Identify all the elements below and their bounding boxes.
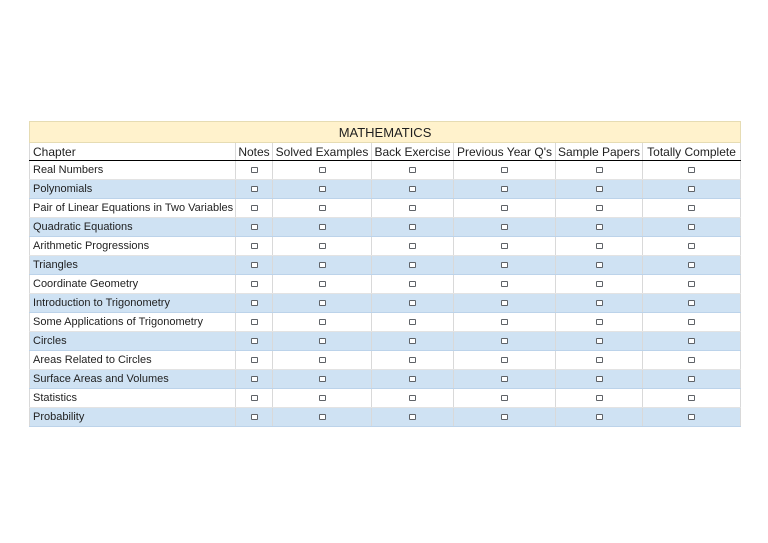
checkbox-back-exercise[interactable] — [409, 262, 416, 268]
cell-solved-examples[interactable] — [273, 237, 372, 256]
checkbox-notes[interactable] — [251, 414, 258, 420]
checkbox-previous-year-qs[interactable] — [501, 167, 508, 173]
checkbox-notes[interactable] — [251, 262, 258, 268]
checkbox-sample-papers[interactable] — [596, 262, 603, 268]
cell-notes[interactable] — [236, 199, 273, 218]
cell-solved-examples[interactable] — [273, 180, 372, 199]
checkbox-sample-papers[interactable] — [596, 357, 603, 363]
cell-back-exercise[interactable] — [372, 313, 454, 332]
checkbox-totally-complete[interactable] — [688, 319, 695, 325]
header-back-exercise[interactable]: Back Exercise — [372, 143, 454, 161]
cell-notes[interactable] — [236, 237, 273, 256]
cell-previous-year-qs[interactable] — [454, 199, 556, 218]
chapter-cell[interactable]: Polynomials — [30, 180, 236, 199]
checkbox-previous-year-qs[interactable] — [501, 357, 508, 363]
checkbox-totally-complete[interactable] — [688, 357, 695, 363]
chapter-cell[interactable]: Surface Areas and Volumes — [30, 370, 236, 389]
chapter-cell[interactable]: Circles — [30, 332, 236, 351]
checkbox-totally-complete[interactable] — [688, 395, 695, 401]
cell-sample-papers[interactable] — [556, 218, 643, 237]
cell-totally-complete[interactable] — [643, 408, 741, 427]
cell-totally-complete[interactable] — [643, 294, 741, 313]
checkbox-notes[interactable] — [251, 376, 258, 382]
header-totally-complete[interactable]: Totally Complete — [643, 143, 741, 161]
checkbox-previous-year-qs[interactable] — [501, 319, 508, 325]
cell-solved-examples[interactable] — [273, 275, 372, 294]
checkbox-sample-papers[interactable] — [596, 281, 603, 287]
cell-sample-papers[interactable] — [556, 237, 643, 256]
cell-sample-papers[interactable] — [556, 275, 643, 294]
checkbox-back-exercise[interactable] — [409, 167, 416, 173]
cell-totally-complete[interactable] — [643, 237, 741, 256]
cell-previous-year-qs[interactable] — [454, 294, 556, 313]
table-row — [30, 180, 741, 199]
cell-totally-complete[interactable] — [643, 180, 741, 199]
checkbox-solved-examples[interactable] — [319, 338, 326, 344]
checkbox-solved-examples[interactable] — [319, 281, 326, 287]
cell-back-exercise[interactable] — [372, 408, 454, 427]
cell-sample-papers[interactable] — [556, 389, 643, 408]
checkbox-notes[interactable] — [251, 395, 258, 401]
checkbox-solved-examples[interactable] — [319, 167, 326, 173]
checkbox-notes[interactable] — [251, 338, 258, 344]
checkbox-totally-complete[interactable] — [688, 414, 695, 420]
table-row — [30, 370, 741, 389]
chapter-cell[interactable]: Arithmetic Progressions — [30, 237, 236, 256]
chapter-cell[interactable]: Some Applications of Trigonometry — [30, 313, 236, 332]
cell-back-exercise[interactable] — [372, 275, 454, 294]
checkbox-totally-complete[interactable] — [688, 167, 695, 173]
checkbox-back-exercise[interactable] — [409, 338, 416, 344]
cell-notes[interactable] — [236, 180, 273, 199]
chapter-cell[interactable]: Probability — [30, 408, 236, 427]
checkbox-sample-papers[interactable] — [596, 319, 603, 325]
table-row — [30, 237, 741, 256]
cell-solved-examples[interactable] — [273, 313, 372, 332]
table-title[interactable]: MATHEMATICS — [30, 122, 741, 143]
checkbox-back-exercise[interactable] — [409, 414, 416, 420]
checkbox-previous-year-qs[interactable] — [501, 376, 508, 382]
cell-totally-complete[interactable] — [643, 218, 741, 237]
cell-previous-year-qs[interactable] — [454, 332, 556, 351]
cell-totally-complete[interactable] — [643, 275, 741, 294]
checkbox-previous-year-qs[interactable] — [501, 414, 508, 420]
cell-notes[interactable] — [236, 218, 273, 237]
checkbox-notes[interactable] — [251, 243, 258, 249]
checkbox-sample-papers[interactable] — [596, 300, 603, 306]
checkbox-notes[interactable] — [251, 224, 258, 230]
cell-sample-papers[interactable] — [556, 408, 643, 427]
table-row — [30, 332, 741, 351]
cell-totally-complete[interactable] — [643, 389, 741, 408]
cell-solved-examples[interactable] — [273, 370, 372, 389]
checkbox-back-exercise[interactable] — [409, 224, 416, 230]
checkbox-solved-examples[interactable] — [319, 243, 326, 249]
cell-totally-complete[interactable] — [643, 161, 741, 180]
cell-back-exercise[interactable] — [372, 237, 454, 256]
cell-totally-complete[interactable] — [643, 313, 741, 332]
cell-sample-papers[interactable] — [556, 199, 643, 218]
checkbox-back-exercise[interactable] — [409, 243, 416, 249]
checkbox-solved-examples[interactable] — [319, 300, 326, 306]
cell-totally-complete[interactable] — [643, 332, 741, 351]
cell-previous-year-qs[interactable] — [454, 351, 556, 370]
cell-previous-year-qs[interactable] — [454, 161, 556, 180]
cell-back-exercise[interactable] — [372, 218, 454, 237]
checkbox-notes[interactable] — [251, 205, 258, 211]
checkbox-previous-year-qs[interactable] — [501, 205, 508, 211]
cell-previous-year-qs[interactable] — [454, 256, 556, 275]
cell-back-exercise[interactable] — [372, 351, 454, 370]
checkbox-previous-year-qs[interactable] — [501, 281, 508, 287]
checkbox-previous-year-qs[interactable] — [501, 262, 508, 268]
chapter-cell[interactable]: Coordinate Geometry — [30, 275, 236, 294]
cell-previous-year-qs[interactable] — [454, 408, 556, 427]
mathematics-checklist-table — [29, 121, 741, 427]
cell-notes[interactable] — [236, 389, 273, 408]
cell-notes[interactable] — [236, 313, 273, 332]
cell-notes[interactable] — [236, 351, 273, 370]
header-chapter[interactable]: Chapter — [30, 143, 236, 161]
chapter-cell[interactable]: Introduction to Trigonometry — [30, 294, 236, 313]
chapter-cell[interactable]: Pair of Linear Equations in Two Variables — [30, 199, 236, 218]
cell-notes[interactable] — [236, 256, 273, 275]
header-notes[interactable]: Notes — [236, 143, 273, 161]
checkbox-back-exercise[interactable] — [409, 300, 416, 306]
checkbox-totally-complete[interactable] — [688, 338, 695, 344]
cell-back-exercise[interactable] — [372, 332, 454, 351]
cell-solved-examples[interactable] — [273, 294, 372, 313]
checkbox-totally-complete[interactable] — [688, 205, 695, 211]
cell-sample-papers[interactable] — [556, 351, 643, 370]
checkbox-notes[interactable] — [251, 300, 258, 306]
cell-solved-examples[interactable] — [273, 332, 372, 351]
checkbox-totally-complete[interactable] — [688, 300, 695, 306]
cell-notes[interactable] — [236, 332, 273, 351]
checkbox-solved-examples[interactable] — [319, 319, 326, 325]
checkbox-solved-examples[interactable] — [319, 224, 326, 230]
cell-totally-complete[interactable] — [643, 256, 741, 275]
cell-solved-examples[interactable] — [273, 161, 372, 180]
table-row — [30, 161, 741, 180]
cell-back-exercise[interactable] — [372, 199, 454, 218]
cell-solved-examples[interactable] — [273, 389, 372, 408]
checkbox-back-exercise[interactable] — [409, 205, 416, 211]
cell-notes[interactable] — [236, 294, 273, 313]
cell-back-exercise[interactable] — [372, 256, 454, 275]
cell-previous-year-qs[interactable] — [454, 370, 556, 389]
checkbox-totally-complete[interactable] — [688, 281, 695, 287]
chapter-cell[interactable]: Triangles — [30, 256, 236, 275]
cell-notes[interactable] — [236, 370, 273, 389]
cell-previous-year-qs[interactable] — [454, 237, 556, 256]
header-sample-papers[interactable]: Sample Papers — [556, 143, 643, 161]
table-row — [30, 408, 741, 427]
cell-back-exercise[interactable] — [372, 180, 454, 199]
cell-sample-papers[interactable] — [556, 294, 643, 313]
checkbox-solved-examples[interactable] — [319, 414, 326, 420]
cell-previous-year-qs[interactable] — [454, 180, 556, 199]
checkbox-totally-complete[interactable] — [688, 262, 695, 268]
cell-solved-examples[interactable] — [273, 199, 372, 218]
cell-solved-examples[interactable] — [273, 408, 372, 427]
checkbox-notes[interactable] — [251, 281, 258, 287]
checkbox-solved-examples[interactable] — [319, 357, 326, 363]
cell-totally-complete[interactable] — [643, 370, 741, 389]
header-solved-examples[interactable]: Solved Examples — [273, 143, 372, 161]
cell-previous-year-qs[interactable] — [454, 389, 556, 408]
table-row — [30, 256, 741, 275]
checkbox-sample-papers[interactable] — [596, 395, 603, 401]
checkbox-solved-examples[interactable] — [319, 205, 326, 211]
header-row — [30, 143, 741, 161]
checkbox-back-exercise[interactable] — [409, 281, 416, 287]
checkbox-totally-complete[interactable] — [688, 224, 695, 230]
cell-sample-papers[interactable] — [556, 161, 643, 180]
checkbox-solved-examples[interactable] — [319, 186, 326, 192]
cell-back-exercise[interactable] — [372, 389, 454, 408]
cell-sample-papers[interactable] — [556, 313, 643, 332]
checkbox-back-exercise[interactable] — [409, 319, 416, 325]
checkbox-sample-papers[interactable] — [596, 205, 603, 211]
checkbox-sample-papers[interactable] — [596, 224, 603, 230]
chapter-cell[interactable]: Statistics — [30, 389, 236, 408]
checkbox-solved-examples[interactable] — [319, 376, 326, 382]
checkbox-sample-papers[interactable] — [596, 243, 603, 249]
table-row — [30, 275, 741, 294]
checkbox-solved-examples[interactable] — [319, 262, 326, 268]
table-row — [30, 389, 741, 408]
checkbox-sample-papers[interactable] — [596, 186, 603, 192]
cell-back-exercise[interactable] — [372, 370, 454, 389]
checkbox-totally-complete[interactable] — [688, 376, 695, 382]
checkbox-back-exercise[interactable] — [409, 357, 416, 363]
checkbox-solved-examples[interactable] — [319, 395, 326, 401]
cell-back-exercise[interactable] — [372, 161, 454, 180]
cell-previous-year-qs[interactable] — [454, 275, 556, 294]
checkbox-totally-complete[interactable] — [688, 186, 695, 192]
checkbox-notes[interactable] — [251, 167, 258, 173]
checkbox-back-exercise[interactable] — [409, 376, 416, 382]
checkbox-sample-papers[interactable] — [596, 167, 603, 173]
checkbox-sample-papers[interactable] — [596, 338, 603, 344]
checkbox-previous-year-qs[interactable] — [501, 186, 508, 192]
checkbox-back-exercise[interactable] — [409, 186, 416, 192]
checkbox-back-exercise[interactable] — [409, 395, 416, 401]
cell-previous-year-qs[interactable] — [454, 218, 556, 237]
cell-previous-year-qs[interactable] — [454, 313, 556, 332]
chapter-cell[interactable]: Areas Related to Circles — [30, 351, 236, 370]
cell-back-exercise[interactable] — [372, 294, 454, 313]
table-row — [30, 218, 741, 237]
cell-notes[interactable] — [236, 275, 273, 294]
table-row — [30, 199, 741, 218]
checkbox-previous-year-qs[interactable] — [501, 395, 508, 401]
chapter-cell[interactable]: Quadratic Equations — [30, 218, 236, 237]
table-body — [30, 161, 741, 427]
checkbox-previous-year-qs[interactable] — [501, 338, 508, 344]
cell-sample-papers[interactable] — [556, 256, 643, 275]
table-row — [30, 313, 741, 332]
cell-solved-examples[interactable] — [273, 256, 372, 275]
cell-totally-complete[interactable] — [643, 351, 741, 370]
cell-sample-papers[interactable] — [556, 370, 643, 389]
cell-totally-complete[interactable] — [643, 199, 741, 218]
checkbox-notes[interactable] — [251, 186, 258, 192]
checkbox-notes[interactable] — [251, 319, 258, 325]
cell-solved-examples[interactable] — [273, 351, 372, 370]
cell-sample-papers[interactable] — [556, 332, 643, 351]
cell-notes[interactable] — [236, 161, 273, 180]
checkbox-previous-year-qs[interactable] — [501, 300, 508, 306]
cell-notes[interactable] — [236, 408, 273, 427]
table-row — [30, 351, 741, 370]
checkbox-totally-complete[interactable] — [688, 243, 695, 249]
chapter-cell[interactable]: Real Numbers — [30, 161, 236, 180]
checkbox-previous-year-qs[interactable] — [501, 224, 508, 230]
header-previous-year-qs[interactable]: Previous Year Q's — [454, 143, 556, 161]
cell-sample-papers[interactable] — [556, 180, 643, 199]
checkbox-notes[interactable] — [251, 357, 258, 363]
checkbox-previous-year-qs[interactable] — [501, 243, 508, 249]
cell-solved-examples[interactable] — [273, 218, 372, 237]
checkbox-sample-papers[interactable] — [596, 376, 603, 382]
checkbox-sample-papers[interactable] — [596, 414, 603, 420]
table-row — [30, 294, 741, 313]
